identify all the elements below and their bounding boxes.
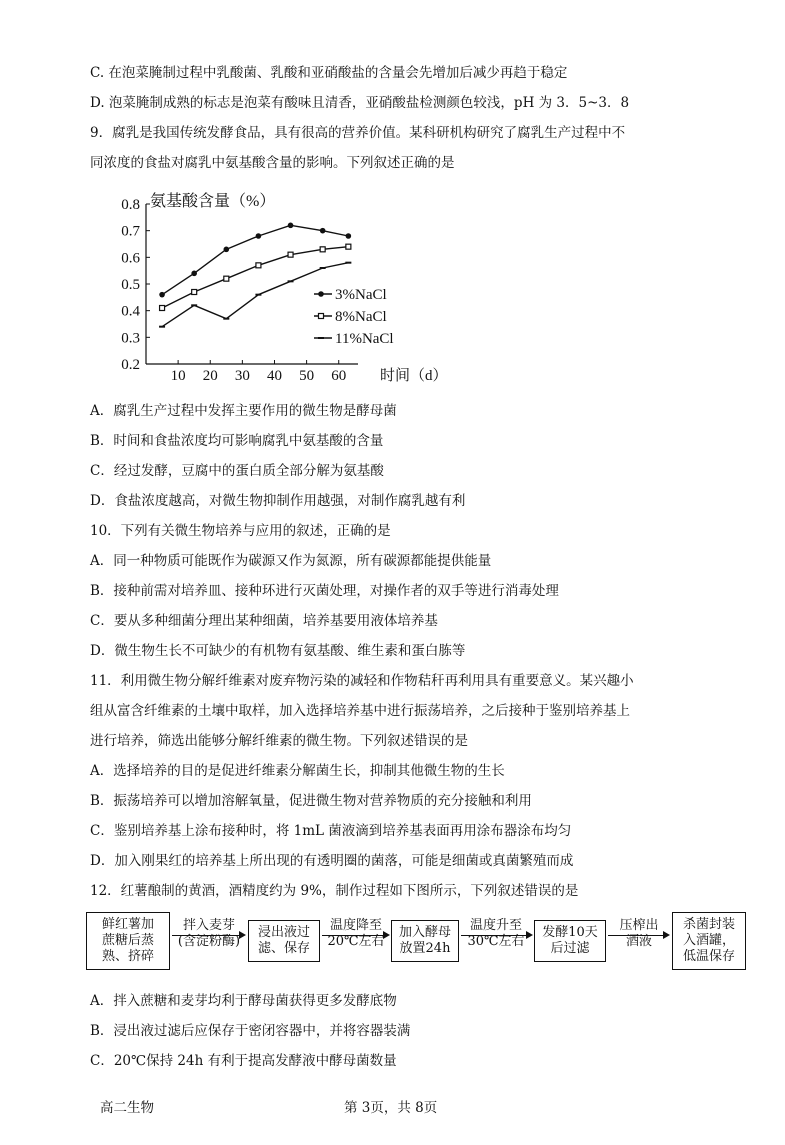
chart-legend [314, 287, 394, 347]
x-tick-label: 30 [234, 368, 250, 384]
option-8c: C. 在泡菜腌制过程中乳酸菌、乳酸和亚硝酸盐的含量会先增加后减少再趋于稳定 [90, 65, 568, 81]
question-11-line1: 11．利用微生物分解纤维素对废弃物污染的减轻和作物秸秆再利用具有重要意义。某兴趣小 [90, 673, 634, 689]
data-point [192, 290, 197, 295]
data-point [256, 233, 262, 239]
data-point [346, 244, 351, 249]
x-tick-label: 20 [202, 368, 218, 384]
option-10c: C．要从多种细菌分理出某种细菌，培养基要用液体培养基 [90, 613, 438, 629]
data-point [224, 276, 229, 281]
x-tick-label: 40 [266, 368, 282, 384]
data-point [320, 247, 325, 252]
chart-ylabel: 氨基酸含量（%） [150, 193, 276, 210]
flow-arrow-4-label: 压榨出 酒液 [619, 918, 659, 949]
data-point [256, 263, 261, 268]
option-10b: B．接种前需对培养皿、接种环进行灭菌处理，对操作者的双手等进行消毒处理 [90, 583, 559, 599]
option-10d: D．微生物生长不可缺少的有机物有氨基酸、维生素和蛋白胨等 [90, 643, 466, 659]
data-point [160, 306, 165, 311]
amino-acid-chart [110, 186, 460, 386]
flow-arrow-1 [172, 935, 244, 936]
footer-page: 第 3页，共 8页 [344, 1100, 438, 1116]
question-9-line1: 9．腐乳是我国传统发酵食品，具有很高的营养价值。某科研机构研究了腐乳生产过程中不 [90, 125, 626, 141]
flow-arrow-2 [322, 935, 388, 936]
legend-marker [319, 314, 324, 319]
question-9-line2: 同浓度的食盐对腐乳中氨基酸含量的影响。下列叙述正确的是 [90, 155, 455, 171]
y-tick-label: 0.5 [121, 277, 140, 293]
option-9a: A．腐乳生产过程中发挥主要作用的微生物是酵母菌 [90, 403, 397, 419]
flow-arrow-4 [608, 935, 668, 936]
legend-label: 8%NaCl [335, 309, 387, 325]
y-tick-label: 0.7 [121, 223, 140, 240]
y-tick-label: 0.4 [121, 303, 140, 320]
legend-label: 11%NaCl [335, 331, 394, 347]
flow-step-3: 加入酵母 放置24h [391, 920, 459, 962]
chart-xlabel: 时间（d） [380, 368, 448, 384]
option-12a: A．拌入蔗糖和麦芽均利于酵母菌获得更多发酵底物 [90, 993, 397, 1009]
y-tick-label: 0.8 [121, 197, 140, 213]
y-tick-label: 0.2 [121, 357, 140, 373]
option-11c: C．鉴别培养基上涂布接种时，将 1mL 菌液滴到培养基表面再用涂布器涂布均匀 [90, 823, 572, 839]
flow-arrow-3 [461, 935, 531, 936]
flow-step-1-line3: 熟、挤碎 [101, 949, 154, 964]
legend-label: 3%NaCl [335, 287, 387, 303]
option-9c: C．经过发酵，豆腐中的蛋白质全部分解为氨基酸 [90, 463, 384, 479]
x-tick-label: 10 [170, 368, 186, 384]
series-line-0 [162, 225, 348, 294]
question-11-line2: 组从富含纤维素的土壤中取样，加入选择培养基中进行振荡培养，之后接种于鉴别培养基上 [90, 703, 630, 719]
flow-step-1-line2: 蔗糖后蒸 [101, 933, 154, 948]
data-point [224, 247, 230, 253]
y-tick-label: 0.6 [121, 250, 140, 267]
data-point [191, 271, 197, 277]
flow-arrow-3-label: 温度升至 30℃左右 [467, 918, 525, 949]
data-point [288, 223, 294, 229]
flow-arrow-2-label: 温度降至 20℃左右 [327, 918, 385, 949]
option-12c: C．20℃保持 24h 有利于提高发酵液中酵母菌数量 [90, 1053, 397, 1069]
question-11-line3: 进行培养，筛选出能够分解纤维素的微生物。下列叙述错误的是 [90, 733, 468, 749]
flow-arrow-1-label: 拌入麦芽 (含淀粉酶) [177, 918, 241, 949]
series-line-1 [162, 247, 348, 308]
data-point [346, 233, 352, 239]
flow-step-2: 浸出液过 滤、保存 [248, 920, 320, 962]
chart-axes [121, 197, 358, 384]
flow-step-5: 杀菌封装 入酒罐， 低温保存 [672, 912, 746, 970]
question-10: 10．下列有关微生物培养与应用的叙述，正确的是 [90, 523, 391, 539]
option-9b: B．时间和食盐浓度均可影响腐乳中氨基酸的含量 [90, 433, 384, 449]
data-point [320, 228, 326, 234]
option-8d: D. 泡菜腌制成熟的标志是泡菜有酸味且清香，亚硝酸盐检测颜色较浅，pH 为 3．5~3．8 [90, 95, 630, 111]
option-11d: D．加入刚果红的培养基上所出现的有透明圈的菌落，可能是细菌或真菌繁殖而成 [90, 853, 574, 869]
chart-series [159, 223, 351, 327]
option-11a: A．选择培养的目的是促进纤维素分解菌生长，抑制其他微生物的生长 [90, 763, 505, 779]
option-11b: B．振荡培养可以增加溶解氧量，促进微生物对营养物质的充分接触和利用 [90, 793, 532, 809]
option-10a: A．同一种物质可能既作为碳源又作为氮源，所有碳源都能提供能量 [90, 553, 492, 569]
x-tick-label: 60 [331, 368, 347, 384]
option-9d: D．食盐浓度越高，对微生物抑制作用越强，对制作腐乳越有利 [90, 493, 466, 509]
x-tick-label: 50 [299, 368, 315, 384]
footer-subject: 高二生物 [100, 1100, 154, 1116]
legend-marker [318, 291, 324, 297]
y-tick-label: 0.3 [121, 330, 140, 347]
question-12: 12．红薯酿制的黄酒，酒精度约为 9%，制作过程如下图所示，下列叙述错误的是 [90, 883, 579, 899]
flow-step-1 [86, 912, 170, 970]
data-point [159, 292, 165, 298]
flow-step-4: 发酵10天 后过滤 [534, 920, 606, 962]
option-12b: B．浸出液过滤后应保存于密闭容器中，并将容器装满 [90, 1023, 411, 1039]
data-point [288, 252, 293, 257]
brewing-flowchart [78, 910, 778, 972]
flow-step-1-line1: 鲜红薯加 [101, 917, 154, 932]
